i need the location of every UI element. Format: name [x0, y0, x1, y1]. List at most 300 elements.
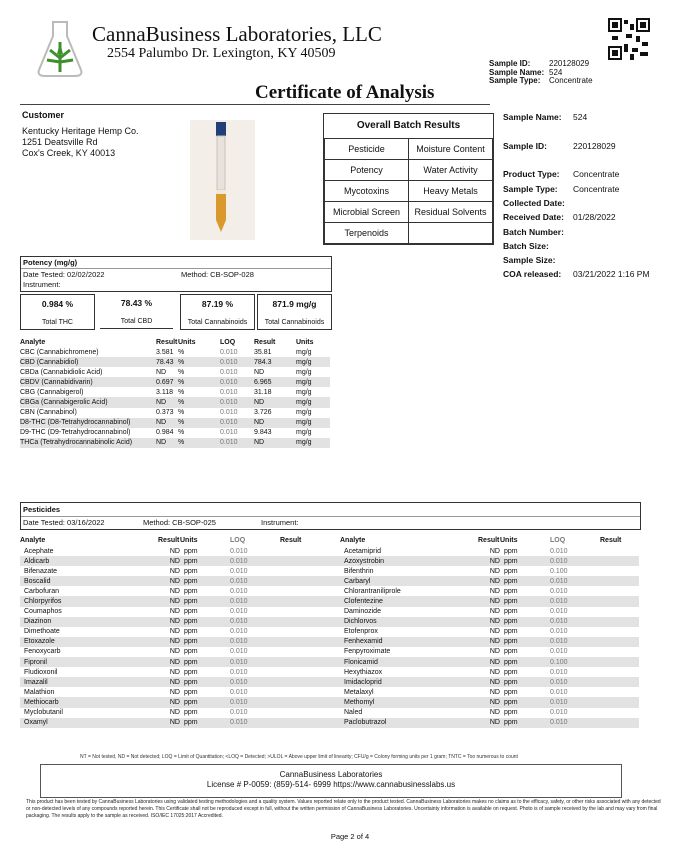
pesticides-cell: ppm [184, 688, 198, 696]
potency-cell: mg/g [296, 377, 330, 387]
potency-column-header: Analyte [20, 338, 46, 346]
batch-results-title: Overall Batch Results [356, 120, 461, 131]
pesticides-cell: Etofenprox [344, 628, 378, 636]
potency-row [20, 438, 330, 448]
pesticides-cell: ND [169, 628, 180, 636]
pesticides-cell [600, 607, 639, 617]
pesticides-cell: 0.010 [230, 668, 248, 676]
pesticides-method: Method: CB-SOP-025 [143, 518, 216, 527]
sample-info-label: Batch Number: [503, 226, 564, 237]
disclaimer: This product has been tested by CannaBusiness Laboratories using validated testing methodologies and a quality system. Values reported relate only to the product tested. CannaBusiness Laboratories makes no claims as to the efficacy, safety, or other risks associated with any detected or non-detected levels of any compounds reported herein. This Certificate shall not be reproduced except in full, without the written permission of CannaBusiness Laboratories. Uncertainty information is available on request. Photo is of sample received by the lab and may vary from final packaging. The results apply to the sample as received. ISO/IEC 17025:2017 Accredited. [26, 799, 661, 819]
sample-info-row [503, 196, 650, 210]
pesticides-cell: 0.010 [230, 596, 280, 606]
pesticides-cell: ppm [504, 668, 518, 676]
pesticides-cell: Metalaxyl [344, 688, 374, 696]
potency-cell: CBG (Cannabigerol) [20, 388, 84, 396]
pesticides-cell: Acephate [24, 547, 54, 555]
potency-cell: % [178, 409, 185, 417]
potency-instrument: Instrument: [23, 280, 61, 289]
potency-cell: 31.18 [254, 388, 272, 396]
pesticides-cell: ND [158, 657, 180, 667]
batch-cell: Water Activity [409, 160, 493, 181]
potency-cell: mg/g [296, 388, 312, 396]
batch-cell: Mycotoxins [325, 181, 409, 202]
potency-cell: 3.581 [156, 348, 174, 356]
pesticides-cell [600, 708, 639, 718]
pesticides-cell: 0.010 [230, 677, 280, 687]
pesticides-cell: 0.010 [230, 608, 248, 616]
pesticides-row [20, 607, 639, 617]
pesticides-cell [600, 687, 639, 697]
pesticides-cell: ND [489, 628, 500, 636]
pesticides-cell [280, 637, 340, 647]
pesticides-cell [600, 546, 639, 556]
pesticides-row [20, 677, 639, 687]
pesticides-cell: ND [489, 567, 500, 575]
pesticides-cell: 0.010 [230, 617, 280, 627]
pesticides-row [20, 546, 639, 556]
potency-row [20, 377, 330, 387]
sample-info-label: Collected Date: [503, 197, 565, 208]
pesticides-cell: ppm [500, 697, 550, 707]
total-thc-label: Total THC [42, 319, 73, 326]
pesticides-cell: Dichlorvos [340, 617, 478, 627]
pesticides-cell: ppm [180, 617, 230, 627]
potency-column-header: Result [254, 338, 276, 346]
potency-cell: ND [254, 368, 265, 376]
pesticides-cell: ppm [184, 587, 198, 595]
pesticides-heading: Pesticides [23, 505, 61, 514]
pesticides-cell: 0.010 [550, 677, 600, 687]
sample-info-label: Batch Size: [503, 240, 549, 251]
pesticides-cell [600, 657, 639, 667]
pesticides-cell: Carbaryl [340, 576, 478, 586]
potency-cell: 35.81 [254, 348, 272, 356]
potency-column-header: Units [178, 338, 196, 346]
pesticides-cell: ND [489, 709, 500, 717]
pesticides-cell: 0.010 [230, 547, 248, 555]
pesticides-cell: ppm [180, 576, 230, 586]
header-divider [20, 104, 490, 105]
pesticides-row [20, 667, 639, 677]
pesticides-cell: ND [478, 657, 500, 667]
pesticides-cell: ppm [180, 718, 230, 728]
customer-street: 1251 Deatsville Rd [22, 137, 98, 147]
potency-cell: 0.010 [220, 409, 238, 417]
pesticides-cell: 0.100 [550, 567, 568, 575]
potency-cell: 0.010 [220, 397, 254, 407]
sample-info-panel [503, 110, 650, 282]
pesticides-cell: ND [158, 596, 180, 606]
total-cbd-value: 78.43 % [120, 298, 153, 308]
total-cannabinoids-pct-box [180, 294, 255, 330]
batch-cell: Microbial Screen [325, 202, 409, 223]
potency-cell: % [178, 368, 185, 376]
pesticides-row [20, 718, 639, 728]
pesticides-cell [280, 657, 340, 667]
lab-address: 2554 Palumbo Dr. Lexington, KY 40509 [107, 46, 336, 61]
pesticides-column-header: LOQ [550, 536, 566, 544]
pesticides-cell: Chlorantraniliprole [344, 587, 401, 595]
pesticides-cell: ppm [180, 596, 230, 606]
potency-cell: 0.010 [220, 348, 238, 356]
pesticides-cell: ND [478, 637, 500, 647]
pesticides-cell: ppm [500, 596, 550, 606]
potency-cell: ND [254, 418, 296, 428]
pesticides-column-header: LOQ [230, 536, 246, 544]
pesticides-header-box [20, 502, 641, 530]
pesticides-cell: Boscalid [20, 576, 158, 586]
total-cannabinoids-mg-label: Total Cannabinoids [264, 319, 325, 326]
pesticides-cell [600, 697, 639, 707]
potency-cell: % [178, 438, 220, 448]
overall-batch-results [323, 113, 494, 245]
pesticides-cell: Chlorpyrifos [20, 596, 158, 606]
pesticides-cell: ND [158, 617, 180, 627]
potency-row [20, 428, 330, 438]
pesticides-cell [280, 708, 340, 718]
pesticides-cell: ND [169, 608, 180, 616]
potency-cell: % [178, 429, 185, 437]
pesticides-cell: Etoxazole [20, 637, 158, 647]
pesticides-cell: 0.010 [550, 576, 600, 586]
pesticides-cell: ND [489, 668, 500, 676]
potency-divider [21, 268, 331, 269]
sample-info-label: Sample Size: [503, 255, 556, 266]
potency-cell: 0.697 [156, 377, 178, 387]
pesticides-cell: ND [478, 576, 500, 586]
pesticides-cell: ppm [504, 709, 518, 717]
pesticides-cell: Hexythiazox [344, 668, 383, 676]
sample-info-label: Sample ID: [503, 140, 547, 151]
batch-results-grid [324, 138, 493, 244]
header-sample-name: 524 [549, 67, 563, 77]
pesticides-cell [280, 677, 340, 687]
sample-info-row [503, 210, 650, 224]
potency-cell: CBDa (Cannabidiolic Acid) [20, 368, 103, 376]
pesticides-cell [280, 546, 340, 556]
pesticides-cell: ND [169, 668, 180, 676]
pesticides-table [20, 534, 639, 728]
pesticides-cell: ND [169, 587, 180, 595]
potency-cell: mg/g [296, 418, 330, 428]
pesticides-cell: Methomyl [340, 697, 478, 707]
license-box [40, 764, 622, 798]
pesticides-cell: 0.010 [230, 556, 280, 566]
pesticides-cell: 0.010 [550, 587, 568, 595]
pesticides-cell [600, 627, 639, 637]
potency-column-header: Result [156, 338, 178, 346]
pesticides-cell: ND [489, 587, 500, 595]
pesticides-cell: Dimethoate [24, 628, 60, 636]
total-cbd-label: Total CBD [120, 318, 153, 325]
pesticides-cell: ppm [504, 608, 518, 616]
pesticides-column-header: Result [280, 536, 302, 544]
sample-info-value: 220128029 [573, 140, 616, 151]
potency-row [20, 408, 330, 418]
pesticides-row [20, 576, 639, 586]
pesticides-column-header: Result [600, 536, 622, 544]
potency-cell: % [178, 418, 220, 428]
sample-info-label: Received Date: [503, 212, 564, 223]
page-number: Page 2 of 4 [330, 832, 370, 841]
pesticides-cell: Fipronil [20, 657, 158, 667]
pesticides-cell: ppm [500, 617, 550, 627]
pesticides-cell: ppm [184, 628, 198, 636]
pesticides-cell [600, 596, 639, 606]
potency-cell: CBD (Cannabidiol) [20, 357, 156, 367]
header-sample-info [489, 60, 593, 86]
pesticides-cell: ppm [180, 677, 230, 687]
customer-heading: Customer [22, 110, 65, 120]
pesticides-cell: ppm [500, 556, 550, 566]
pesticides-cell: Aldicarb [20, 556, 158, 566]
pesticides-cell: ppm [180, 697, 230, 707]
pesticides-cell: ppm [500, 576, 550, 586]
potency-cell: ND [156, 368, 167, 376]
sample-info-label: Sample Name: [503, 112, 562, 123]
potency-cell: 0.010 [220, 377, 254, 387]
pesticides-cell: ND [158, 556, 180, 566]
sample-info-value: Concentrate [573, 183, 620, 194]
abbreviation-legend: NT = Not tested, ND = Not detected; LOQ = Limit of Quantitation; <LOQ = Detected; >ULOL = Above upper limit of linearity; CFU/g = Colony forming units per 1 gram; TNTC = Too numerous to count [80, 754, 518, 760]
potency-header-box [20, 256, 332, 292]
header-sample-name-label: Sample Name: [489, 67, 545, 77]
pesticides-cell: ppm [504, 547, 518, 555]
pesticides-cell: ppm [500, 677, 550, 687]
header-sample-type-label: Sample Type: [489, 76, 541, 85]
total-cannabinoids-pct-value: 87.19 % [201, 299, 234, 309]
pesticides-cell [600, 556, 639, 566]
potency-row [20, 367, 330, 377]
potency-cell: % [178, 397, 220, 407]
sample-info-label: Sample Type: [503, 183, 558, 194]
pesticides-cell: 0.010 [550, 608, 568, 616]
sample-info-row [503, 124, 650, 138]
pesticides-cell [600, 586, 639, 596]
pesticides-cell [600, 576, 639, 586]
sample-info-label: Product Type: [503, 169, 560, 180]
header-sample-id-label: Sample ID: [489, 59, 531, 68]
pesticides-cell: ppm [180, 657, 230, 667]
total-thc-box [20, 294, 95, 330]
batch-cell: Residual Solvents [409, 202, 493, 223]
pesticides-cell [280, 667, 340, 677]
customer-name: Kentucky Heritage Hemp Co. [22, 126, 139, 136]
pesticides-cell: 0.010 [230, 657, 280, 667]
pesticides-cell: ppm [500, 657, 550, 667]
pesticides-instrument: Instrument: [261, 518, 299, 527]
pesticides-cell: ND [489, 608, 500, 616]
pesticides-cell [600, 566, 639, 576]
pesticides-cell: ND [169, 547, 180, 555]
potency-cell: 0.010 [220, 368, 238, 376]
pesticides-cell: Bifenazate [24, 567, 58, 575]
pesticides-cell: ppm [500, 637, 550, 647]
potency-table [20, 337, 330, 448]
pesticides-cell: 0.010 [230, 648, 248, 656]
pesticides-cell: 0.010 [230, 709, 248, 717]
potency-cell: THCa (Tetrahydrocannabinolic Acid) [20, 438, 156, 448]
pesticides-cell: ppm [180, 556, 230, 566]
potency-cell: % [178, 388, 185, 396]
potency-row [20, 418, 330, 428]
sample-info-row [503, 139, 650, 153]
potency-row [20, 357, 330, 367]
pesticides-cell: Fenpyroximate [344, 648, 391, 656]
pesticides-cell [280, 556, 340, 566]
potency-cell: 0.010 [220, 388, 238, 396]
potency-cell: CBDV (Cannabidivarin) [20, 377, 156, 387]
pesticides-column-header: Units [500, 536, 518, 544]
pesticides-cell: Malathion [24, 688, 55, 696]
pesticides-cell: ND [489, 547, 500, 555]
pesticides-column-header: Result [478, 536, 500, 544]
pesticides-cell [280, 576, 340, 586]
sample-info-label: COA released: [503, 269, 562, 280]
pesticides-cell: 0.010 [550, 718, 600, 728]
pesticides-cell: ppm [504, 567, 518, 575]
pesticides-cell [280, 647, 340, 657]
potency-cell: ND [156, 397, 178, 407]
pesticides-cell: Imazalil [20, 677, 158, 687]
pesticides-cell: Myclobutanil [24, 709, 63, 717]
potency-cell: % [178, 357, 220, 367]
potency-cell: 0.373 [156, 409, 174, 417]
license-lab-name: CannaBusiness Laboratories [279, 770, 383, 779]
potency-cell: CBC (Cannabichromene) [20, 348, 99, 356]
potency-cell: D8-THC (D8-Tetrahydrocannabinol) [20, 418, 156, 428]
pesticides-cell [280, 596, 340, 606]
header-sample-type: Concentrate [549, 76, 593, 85]
potency-cell: % [178, 348, 185, 356]
pesticides-cell [280, 697, 340, 707]
pesticides-cell: ND [158, 576, 180, 586]
potency-cell: ND [156, 438, 178, 448]
pesticides-cell: Imidacloprid [340, 677, 478, 687]
potency-cell: 0.010 [220, 418, 254, 428]
potency-cell: 9.843 [254, 429, 272, 437]
customer-address [22, 126, 139, 159]
pesticides-cell: ND [478, 718, 500, 728]
customer-city: Cox's Creek, KY 40013 [22, 148, 116, 158]
pesticides-cell: 0.010 [550, 709, 568, 717]
pesticides-row [20, 657, 639, 667]
sample-info-value: 03/21/2022 1:16 PM [573, 269, 650, 280]
batch-cell: Pesticide [325, 139, 409, 160]
potency-cell: 0.010 [220, 429, 238, 437]
potency-cell: 784.3 [254, 357, 296, 367]
potency-cell: 78.43 [156, 357, 178, 367]
pesticides-cell: Azoxystrobin [340, 556, 478, 566]
pesticides-date-tested: Date Tested: 03/16/2022 [23, 518, 105, 527]
qr-code-icon [608, 18, 650, 60]
sample-info-row [503, 167, 650, 181]
pesticides-cell: ND [158, 718, 180, 728]
pesticides-row [20, 708, 639, 718]
pesticides-cell [600, 637, 639, 647]
pesticides-cell: ppm [184, 668, 198, 676]
pesticides-cell: 0.010 [550, 637, 600, 647]
potency-cell: ND [254, 397, 296, 407]
potency-cell: 6.965 [254, 377, 296, 387]
pesticides-cell: ND [478, 596, 500, 606]
potency-cell: 3.118 [156, 388, 173, 396]
pesticides-column-header: Analyte [20, 536, 46, 544]
batch-cell: Potency [325, 160, 409, 181]
potency-cell: mg/g [296, 429, 312, 437]
pesticides-cell: 0.010 [550, 688, 568, 696]
pesticides-cell: 0.010 [550, 628, 568, 636]
pesticides-cell: Bifenthrin [344, 567, 374, 575]
pesticides-row [20, 697, 639, 707]
potency-cell: mg/g [296, 409, 312, 417]
potency-cell: % [178, 377, 220, 387]
pesticides-cell: ppm [500, 718, 550, 728]
sample-info-row [503, 110, 650, 124]
sample-info-value: Concentrate [573, 169, 620, 180]
pesticides-column-header: Units [180, 536, 198, 544]
pesticides-cell [280, 586, 340, 596]
pesticides-cell [280, 718, 340, 728]
pesticides-cell: 0.010 [230, 688, 248, 696]
pesticides-cell: 0.010 [550, 547, 568, 555]
pesticides-cell: Coumaphos [24, 608, 62, 616]
pesticides-cell: 0.010 [550, 617, 600, 627]
pesticides-row [20, 566, 639, 576]
pesticides-cell: 0.010 [230, 637, 280, 647]
pesticides-cell: 0.010 [550, 596, 600, 606]
page-title: Certificate of Analysis [255, 82, 435, 103]
potency-cell: mg/g [296, 368, 312, 376]
potency-method: Method: CB-SOP-028 [181, 270, 254, 279]
pesticides-cell: ND [158, 637, 180, 647]
potency-row [20, 387, 330, 397]
pesticides-row [20, 687, 639, 697]
potency-heading: Potency (mg/g) [23, 258, 78, 267]
pesticides-row [20, 596, 639, 606]
pesticides-cell: ND [478, 556, 500, 566]
pesticides-cell [280, 687, 340, 697]
pesticides-cell: 0.010 [550, 556, 600, 566]
pesticides-cell [600, 617, 639, 627]
pesticides-cell: 0.010 [230, 697, 280, 707]
pesticides-cell: 0.010 [230, 628, 248, 636]
potency-cell: ND [254, 438, 296, 448]
potency-row [20, 347, 330, 357]
pesticides-cell [600, 647, 639, 657]
potency-row [20, 397, 330, 407]
pesticides-row [20, 556, 639, 566]
potency-cell: 3.726 [254, 409, 272, 417]
sample-info-value: 524 [573, 112, 588, 123]
pesticides-cell: 0.010 [230, 718, 280, 728]
pesticides-cell: Paclobutrazol [340, 718, 478, 728]
pesticides-cell: 0.010 [230, 587, 248, 595]
pesticides-cell: ND [169, 567, 180, 575]
potency-cell: CBGa (Cannabigerolic Acid) [20, 397, 156, 407]
pesticides-cell: ND [489, 688, 500, 696]
pesticides-cell: ppm [504, 688, 518, 696]
pesticides-cell: 0.010 [550, 648, 568, 656]
pesticides-cell: ND [489, 648, 500, 656]
pesticides-cell [280, 617, 340, 627]
pesticides-cell: ND [169, 688, 180, 696]
pesticides-cell: Flonicamid [340, 657, 478, 667]
pesticides-cell [600, 718, 639, 728]
pesticides-cell: ppm [184, 648, 198, 656]
potency-cell: 0.010 [220, 357, 254, 367]
